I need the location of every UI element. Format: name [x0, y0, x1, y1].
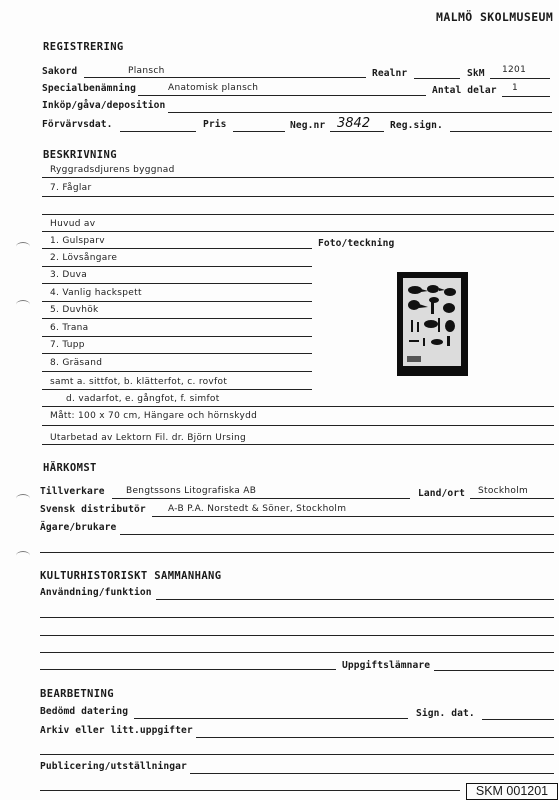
description-line: 7. Fåglar	[50, 183, 92, 193]
description-rule	[42, 444, 554, 445]
list-rule	[42, 248, 312, 249]
agare-label: Ägare/brukare	[40, 522, 117, 533]
realnr-field-line	[414, 78, 460, 79]
skm-field-line	[490, 78, 550, 79]
distributor-field-line	[152, 516, 554, 517]
inventory-number-stamp: SKM 001201	[466, 783, 558, 800]
bird-heads-illustration	[403, 278, 461, 366]
regsign-label: Reg.sign.	[390, 120, 443, 131]
binder-hole-mark	[16, 300, 30, 309]
section-heading-bearbetning: BEARBETNING	[40, 688, 114, 700]
dimensions-line: Mått: 100 x 70 cm, Hängare och hörnskydd	[50, 411, 258, 421]
tillverkare-value: Bengtssons Litografiska AB	[126, 486, 257, 496]
sakord-value: Plansch	[128, 66, 165, 76]
description-rule	[42, 425, 554, 426]
antal-delar-value: 1	[512, 83, 519, 93]
pris-field-line	[233, 131, 285, 132]
landort-label: Land/ort	[418, 488, 466, 499]
negnr-value: 3842	[337, 116, 371, 131]
sakord-field-line	[84, 77, 366, 78]
list-item: 2. Lövsångare	[50, 253, 118, 263]
publicering-label: Publicering/utställningar	[40, 761, 187, 772]
section-heading-beskrivning: BESKRIVNING	[43, 149, 117, 161]
blank-rule	[40, 635, 554, 636]
description-rule	[42, 196, 554, 197]
sign-dat-label: Sign. dat.	[416, 708, 475, 719]
section-heading-kultur: KULTURHISTORISKT SAMMANHANG	[40, 570, 222, 582]
specialbenamning-label: Specialbenämning	[42, 83, 137, 94]
skm-label: SkM	[467, 68, 485, 79]
blank-rule	[40, 552, 554, 553]
tillverkare-label: Tillverkare	[40, 486, 105, 497]
blank-rule	[40, 652, 554, 653]
description-rule	[42, 214, 554, 215]
list-item: 8. Gräsand	[50, 358, 103, 368]
section-heading-harkomst: HÄRKOMST	[43, 462, 97, 474]
inkop-field-line	[168, 112, 552, 113]
museum-name: MALMÖ SKOLMUSEUM	[436, 10, 554, 24]
list-rule	[42, 353, 312, 354]
list-rule	[42, 301, 312, 302]
list-rule	[42, 389, 312, 390]
list-item: 1. Gulsparv	[50, 236, 105, 246]
section-heading-registrering: REGISTRERING	[43, 41, 124, 53]
distributor-label: Svensk distributör	[40, 504, 146, 515]
landort-field-line	[470, 498, 554, 499]
specialbenamning-value: Anatomisk plansch	[168, 83, 259, 93]
forvarvsdat-label: Förvärvsdat.	[42, 119, 113, 130]
blank-rule	[40, 617, 554, 618]
binder-hole-mark	[16, 551, 30, 560]
distributor-value: A-B P.A. Norstedt & Söner, Stockholm	[168, 504, 347, 514]
datering-label: Bedömd datering	[40, 706, 129, 717]
antal-delar-label: Antal delar	[432, 85, 497, 96]
feet-types-line: samt a. sittfot, b. klätterfot, c. rovfot	[50, 377, 228, 387]
antal-delar-field-line	[502, 96, 550, 97]
feet-types-line: d. vadarfot, e. gångfot, f. simfot	[66, 394, 220, 404]
binder-hole-mark	[16, 242, 30, 251]
description-line: Ryggradsdjurens byggnad	[50, 165, 175, 175]
publicering-field-line	[190, 773, 554, 774]
list-rule	[42, 283, 312, 284]
author-line: Utarbetad av Lektorn Fil. dr. Björn Ursing	[50, 433, 246, 443]
negnr-label: Neg.nr	[290, 120, 326, 131]
negnr-field-line	[330, 131, 384, 132]
description-rule	[42, 231, 554, 232]
anvandning-label: Användning/funktion	[40, 587, 152, 598]
foto-teckning-label: Foto/teckning	[318, 238, 395, 249]
uppgiftslamnare-field-line	[434, 670, 554, 671]
list-item: 3. Duva	[50, 270, 88, 280]
list-item: 6. Trana	[50, 323, 89, 333]
description-rule	[42, 406, 554, 407]
regsign-field-line	[450, 131, 552, 132]
anvandning-field-line	[156, 599, 554, 600]
landort-value: Stockholm	[478, 486, 529, 496]
description-rule	[42, 177, 554, 178]
pris-label: Pris	[203, 119, 227, 130]
blank-rule	[40, 669, 336, 670]
realnr-label: Realnr	[372, 68, 408, 79]
binder-hole-mark	[16, 494, 30, 503]
arkiv-field-line	[196, 737, 554, 738]
list-item: 5. Duvhök	[50, 305, 99, 315]
sign-dat-field-line	[482, 719, 554, 720]
specialbenamning-field-line	[138, 95, 426, 96]
datering-field-line	[134, 718, 408, 719]
sakord-label: Sakord	[42, 66, 78, 77]
forvarvsdat-field-line	[120, 131, 196, 132]
tillverkare-field-line	[112, 498, 410, 499]
poster-photo	[397, 272, 468, 376]
blank-rule	[40, 754, 554, 755]
uppgiftslamnare-label: Uppgiftslämnare	[342, 660, 431, 671]
list-rule	[42, 371, 312, 372]
list-item: 7. Tupp	[50, 340, 85, 350]
agare-field-line	[120, 534, 554, 535]
list-rule	[42, 318, 312, 319]
inkop-label: Inköp/gåva/deposition	[42, 100, 166, 111]
list-item: 4. Vanlig hackspett	[50, 288, 142, 298]
blank-rule	[40, 790, 460, 791]
description-line: Huvud av	[50, 219, 96, 229]
arkiv-label: Arkiv eller litt.uppgifter	[40, 725, 193, 736]
skm-value: 1201	[502, 65, 527, 75]
list-rule	[42, 266, 312, 267]
list-rule	[42, 336, 312, 337]
